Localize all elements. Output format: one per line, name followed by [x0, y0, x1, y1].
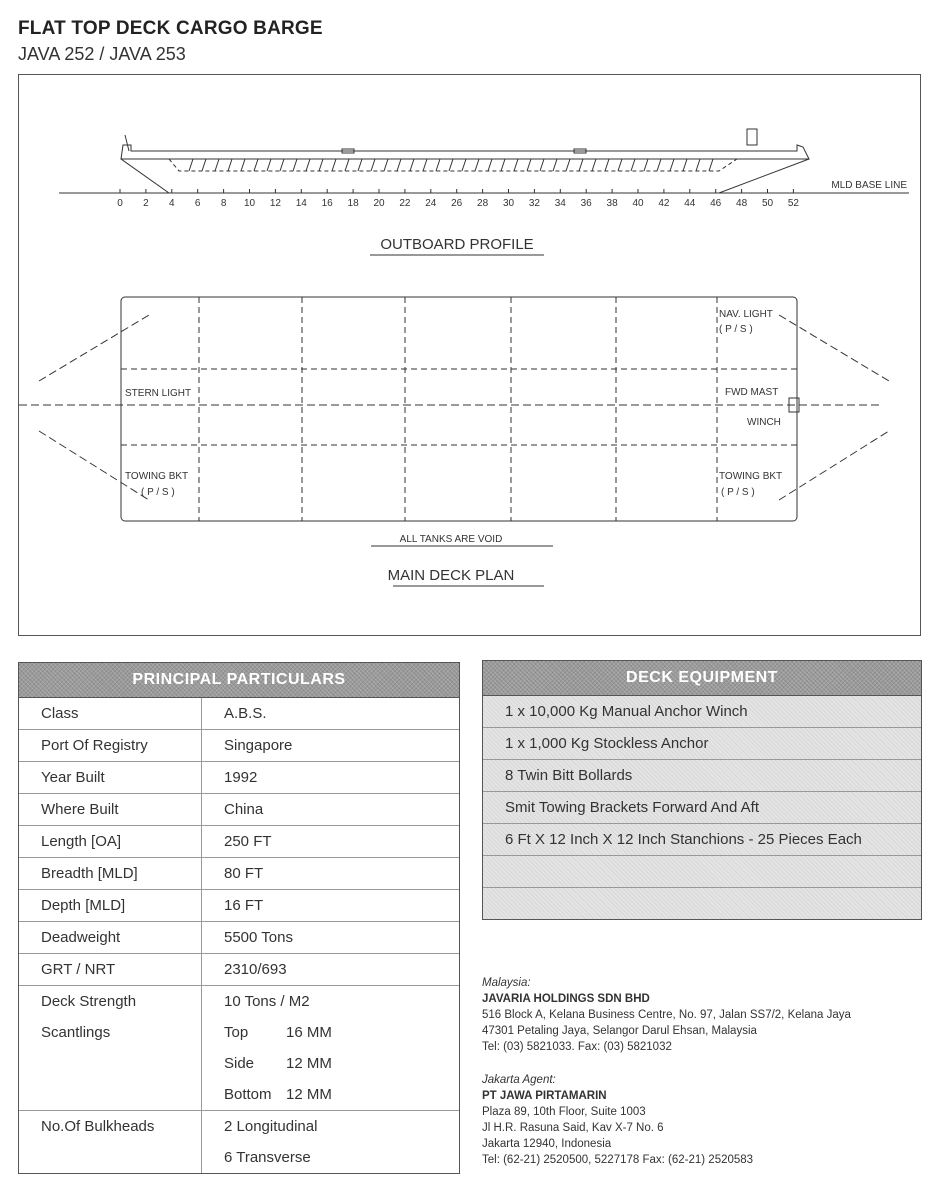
- contact-phone: Tel: (03) 5821033. Fax: (03) 5821032: [482, 1041, 672, 1053]
- scantling-value: 12 MM: [286, 1055, 332, 1072]
- bulkhead-value: 6 Transverse: [224, 1149, 311, 1166]
- contact-company: JAVARIA HOLDINGS SDN BHD: [482, 993, 650, 1005]
- outboard-profile-title: OUTBOARD PROFILE: [380, 236, 534, 253]
- hatch-mark: [644, 159, 648, 171]
- frame-number: 6: [194, 198, 201, 209]
- frame-number: 12: [269, 198, 281, 209]
- contact-region: Jakarta Agent:: [482, 1074, 556, 1086]
- row-value: A.B.S.: [224, 705, 267, 722]
- barge-deck: [121, 145, 809, 159]
- row-label: Breadth [MLD]: [41, 865, 138, 882]
- document-title: FLAT TOP DECK CARGO BARGE: [18, 18, 323, 39]
- equipment-item: 1 x 1,000 Kg Stockless Anchor: [483, 728, 921, 760]
- hatch-mark: [501, 159, 505, 171]
- frame-number: 52: [787, 198, 799, 209]
- row-label: No.Of Bulkheads: [41, 1118, 155, 1135]
- hatch-mark: [423, 159, 427, 171]
- hatch-mark: [683, 159, 687, 171]
- table-row: [19, 986, 459, 1017]
- contact-address: Jl H.R. Rasuna Said, Kav X-7 No. 6: [482, 1122, 664, 1134]
- row-value: 5500 Tons: [224, 929, 293, 946]
- scantling-value: 16 MM: [286, 1024, 332, 1041]
- equipment-item: 8 Twin Bitt Bollards: [483, 760, 921, 792]
- bulkhead-value: 2 Longitudinal: [224, 1118, 318, 1135]
- frame-number: 16: [321, 198, 333, 209]
- frame-number: 40: [632, 198, 644, 209]
- frame-number: 48: [736, 198, 748, 209]
- hatch-mark: [202, 159, 206, 171]
- tow-line: [779, 431, 889, 500]
- hatch-mark: [241, 159, 245, 171]
- hatch-mark: [345, 159, 349, 171]
- hatch-mark: [215, 159, 219, 171]
- hatch-mark: [540, 159, 544, 171]
- frame-number-labels: [117, 198, 799, 209]
- row-value: 250 FT: [224, 833, 272, 850]
- transverse-bulkheads: [199, 297, 717, 521]
- hatch-mark: [293, 159, 297, 171]
- table-row: [19, 698, 459, 730]
- contact-address: Plaza 89, 10th Floor, Suite 1003: [482, 1106, 646, 1118]
- hatch-mark: [631, 159, 635, 171]
- frame-number: 44: [684, 198, 696, 209]
- table-row: [19, 954, 459, 986]
- frame-number: 4: [169, 198, 175, 209]
- row-value: 80 FT: [224, 865, 264, 882]
- hatch-mark: [618, 159, 622, 171]
- hatch-mark: [267, 159, 271, 171]
- table-row: [19, 858, 459, 890]
- nav-light-label: NAV. LIGHT: [719, 309, 773, 320]
- hatch-mark: [696, 159, 700, 171]
- barge-hull: [121, 159, 809, 193]
- row-label: Port Of Registry: [41, 737, 148, 754]
- row-label: Depth [MLD]: [41, 897, 126, 914]
- frame-number: 18: [347, 198, 359, 209]
- table-row: [19, 826, 459, 858]
- hatch-mark: [670, 159, 674, 171]
- hatch-mark: [592, 159, 596, 171]
- frame-number: 26: [451, 198, 463, 209]
- row-value: 10 Tons / M2: [224, 993, 310, 1010]
- table-row-scantlings: [19, 1017, 459, 1111]
- winch-label: WINCH: [747, 417, 781, 428]
- row-label: GRT / NRT: [41, 961, 116, 978]
- row-label: Scantlings: [41, 1024, 111, 1041]
- frame-number: 20: [373, 198, 385, 209]
- equipment-item: [483, 888, 921, 919]
- hatch-mark: [514, 159, 518, 171]
- row-label: Deadweight: [41, 929, 121, 946]
- hatch-mark: [566, 159, 570, 171]
- frame-number: 22: [399, 198, 411, 209]
- tank-hatching: [189, 159, 713, 171]
- stern-mast: [125, 135, 129, 151]
- hatch-mark: [306, 159, 310, 171]
- frame-number: 14: [295, 198, 307, 209]
- hatch-mark: [410, 159, 414, 171]
- contact-malaysia: [482, 975, 851, 1055]
- row-value: Singapore: [224, 737, 293, 754]
- hatch-mark: [709, 159, 713, 171]
- row-value: 1992: [224, 769, 258, 786]
- frame-number: 42: [658, 198, 670, 209]
- hatch-mark: [319, 159, 323, 171]
- contact-region: Malaysia:: [482, 977, 531, 989]
- frame-number: 24: [425, 198, 437, 209]
- hatch-mark: [449, 159, 453, 171]
- scantling-value: 12 MM: [286, 1086, 332, 1103]
- tow-line: [779, 315, 889, 381]
- hatch-mark: [436, 159, 440, 171]
- hatch-mark: [189, 159, 193, 171]
- frame-marks: [120, 189, 793, 193]
- towing-bkt-right-label: TOWING BKT: [719, 471, 783, 482]
- row-label: Deck Strength: [41, 993, 137, 1010]
- row-value: 16 FT: [224, 897, 264, 914]
- hatch-mark: [579, 159, 583, 171]
- frame-number: 8: [220, 198, 227, 209]
- fwd-mast-label: FWD MAST: [725, 387, 779, 398]
- hatch-mark: [358, 159, 362, 171]
- table-row: [19, 890, 459, 922]
- equipment-item: 6 Ft X 12 Inch X 12 Inch Stanchions - 25 Pieces Each: [483, 824, 921, 856]
- hatch-mark: [254, 159, 258, 171]
- deck-equipment-heading: DECK EQUIPMENT: [483, 661, 921, 696]
- equipment-item: [483, 856, 921, 888]
- hatch-mark: [657, 159, 661, 171]
- frame-number: 34: [554, 198, 566, 209]
- scantling-part: Side: [224, 1055, 255, 1072]
- row-label: Class: [41, 705, 79, 722]
- frame-number: 28: [477, 198, 489, 209]
- hatch-mark: [475, 159, 479, 171]
- scantling-part: Bottom: [224, 1086, 272, 1103]
- scantling-part: Top: [224, 1024, 249, 1041]
- equipment-item: Smit Towing Brackets Forward And Aft: [483, 792, 921, 824]
- tow-line: [39, 315, 149, 381]
- frame-number: 36: [580, 198, 592, 209]
- drawing-canvas: [19, 75, 922, 637]
- hatch-mark: [462, 159, 466, 171]
- nav-light-side: ( P / S ): [719, 324, 753, 335]
- towing-bkt-right-side: ( P / S ): [721, 487, 755, 498]
- frame-number: 38: [606, 198, 618, 209]
- hatch-mark: [527, 159, 531, 171]
- outboard-profile: [59, 129, 909, 193]
- hatch-mark: [384, 159, 388, 171]
- towing-bkt-left-side: ( P / S ): [141, 487, 175, 498]
- frame-number: 46: [710, 198, 722, 209]
- table-row: [19, 730, 459, 762]
- hatch-mark: [488, 159, 492, 171]
- frame-number: 10: [243, 198, 256, 209]
- fwd-mast: [747, 129, 757, 145]
- principal-particulars-heading: PRINCIPAL PARTICULARS: [19, 663, 459, 698]
- towing-bkt-left-label: TOWING BKT: [125, 471, 189, 482]
- hatch-mark: [228, 159, 232, 171]
- frame-number: 0: [117, 198, 123, 209]
- row-label: Where Built: [41, 801, 119, 818]
- hatch-mark: [397, 159, 401, 171]
- equipment-item: 1 x 10,000 Kg Manual Anchor Winch: [483, 696, 921, 728]
- frame-number: 50: [761, 198, 774, 209]
- contact-phone: Tel: (62-21) 2520500, 5227178 Fax: (62-21) 2520583: [482, 1154, 754, 1166]
- technical-drawing: [18, 74, 921, 636]
- tanks-note: ALL TANKS ARE VOID: [399, 534, 503, 545]
- contact-address: Jakarta 12940, Indonesia: [482, 1138, 612, 1150]
- stern-light-label: STERN LIGHT: [125, 388, 192, 399]
- hatch-mark: [280, 159, 284, 171]
- contact-company: PT JAWA PIRTAMARIN: [482, 1090, 607, 1102]
- frame-number: 2: [143, 198, 149, 209]
- table-row-bulkheads: [19, 1111, 459, 1173]
- row-label: Length [OA]: [41, 833, 122, 850]
- row-label: Year Built: [41, 769, 105, 786]
- hatch-mark: [553, 159, 557, 171]
- hatch-mark: [605, 159, 609, 171]
- document-subtitle: JAVA 252 / JAVA 253: [18, 44, 186, 64]
- frame-number: 32: [528, 198, 540, 209]
- frame-number: 30: [502, 198, 515, 209]
- table-row: [19, 922, 459, 954]
- principal-particulars-table: [18, 662, 460, 1174]
- row-value: China: [224, 801, 264, 818]
- mld-base-line-label: MLD BASE LINE: [831, 180, 907, 191]
- hatch-mark: [371, 159, 375, 171]
- hatch-mark: [332, 159, 336, 171]
- contact-address: 47301 Petaling Jaya, Selangor Darul Ehsan, Malaysia: [482, 1025, 757, 1037]
- table-row: [19, 794, 459, 826]
- tow-line: [39, 431, 149, 500]
- main-deck-plan-title: MAIN DECK PLAN: [387, 567, 515, 584]
- deck-outline: [121, 297, 797, 521]
- contact-jakarta-agent: [482, 1072, 753, 1168]
- deck-equipment-table: [482, 660, 922, 920]
- row-value: 2310/693: [224, 961, 287, 978]
- contact-address: 516 Block A, Kelana Business Centre, No. 97, Jalan SS7/2, Kelana Jaya: [482, 1009, 851, 1021]
- table-row: [19, 762, 459, 794]
